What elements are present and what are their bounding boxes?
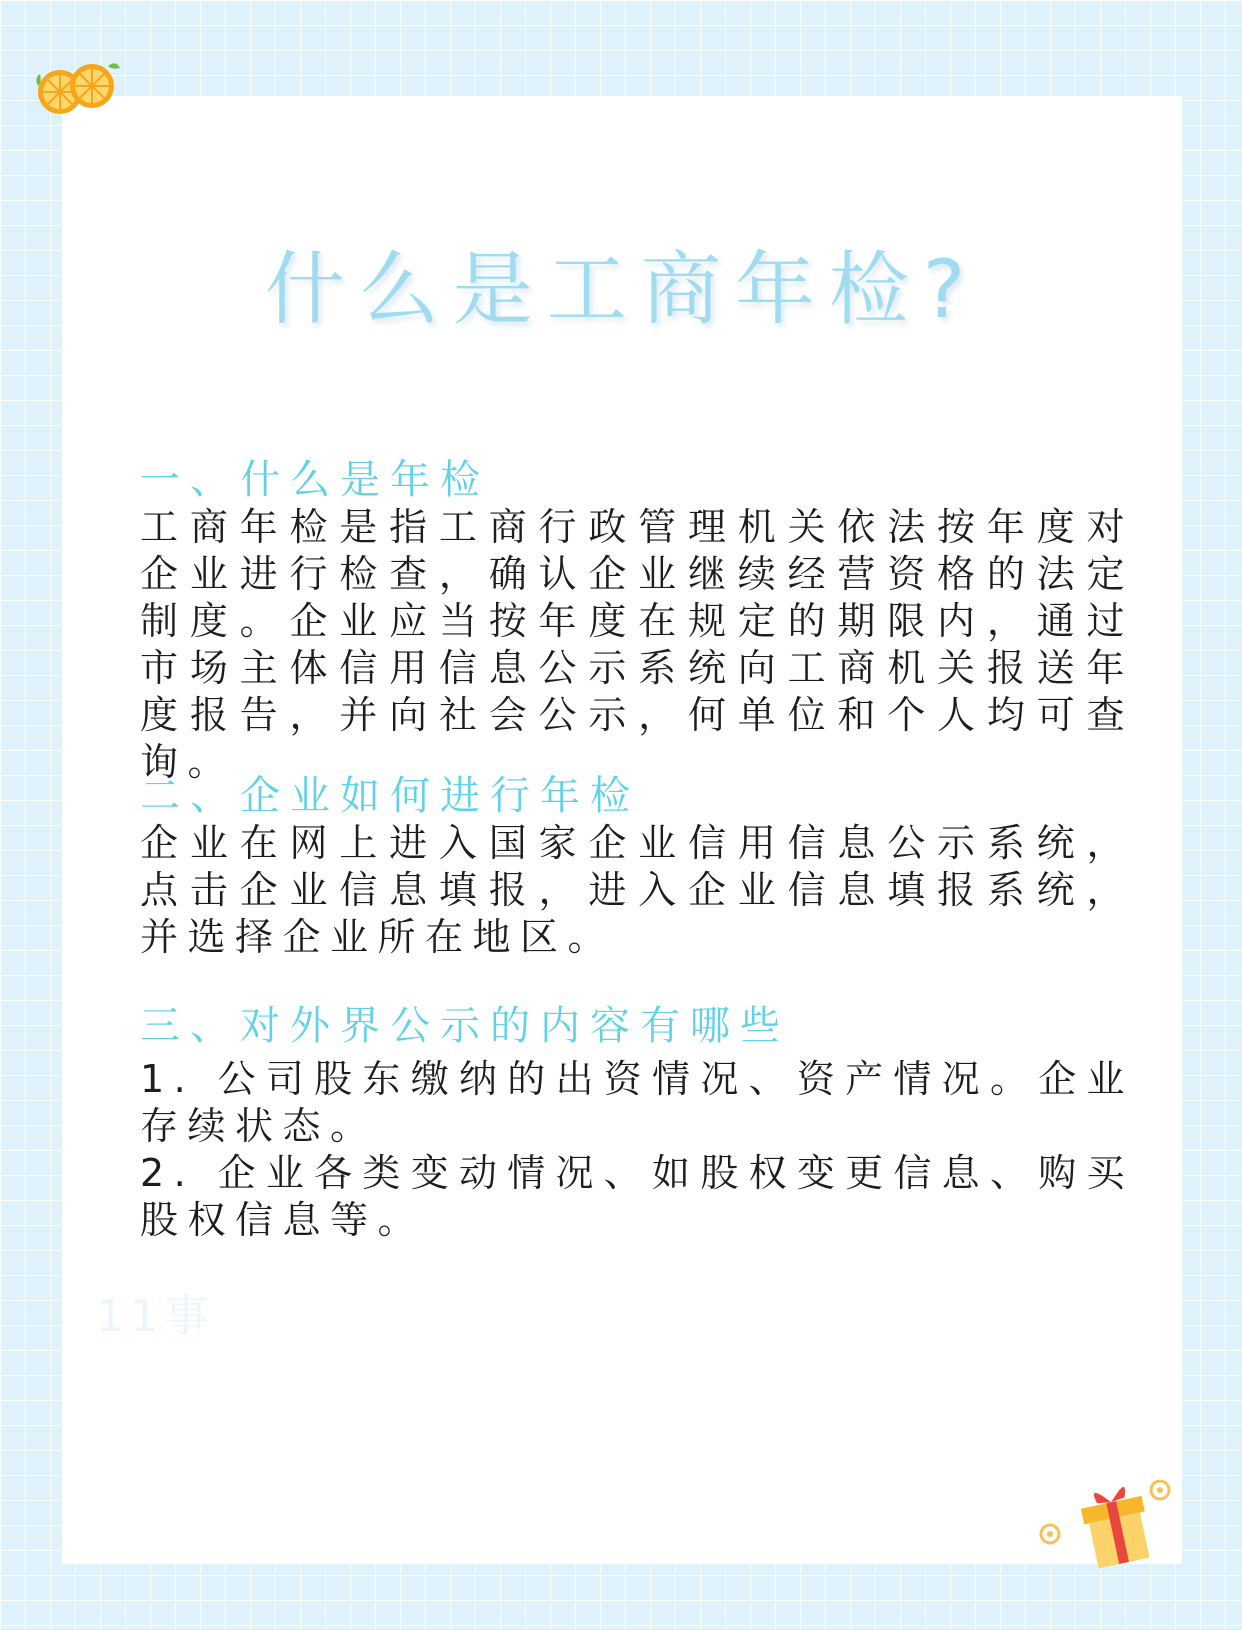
section-how-to-inspect [140,772,1134,961]
page-title: 什么是工商年检? [264,243,980,336]
section-public-content [140,1002,1134,1244]
section-heading: 三、对外界公示的内容有哪些 [140,1003,790,1049]
section-heading: 二、企业如何进行年检 [140,773,640,819]
list-item: 1. 公司股东缴纳的出资情况、资产情况。企业存续状态。 [140,1057,1134,1148]
gift-box-icon [1030,1470,1180,1570]
section-paragraph: 企业在网上进入国家企业信用信息公示系统，点击企业信息填报，进入企业信息填报系统，并选择企业所在地区。 [140,821,1134,959]
section-heading: 一、什么是年检 [140,457,490,503]
list-item: 2. 企业各类变动情况、如股权变更信息、购买股权信息等。 [140,1151,1134,1242]
orange-slices-icon [30,56,122,118]
section-paragraph: 工商年检是指工商行政管理机关依法按年度对企业进行检查，确认企业继续经营资格的法定制度。企业应当按年度在规定的期限内，通过市场主体信用信息公示系统向工商机关报送年度报告，并向社会公示，何单位和个人均可查询。 [140,505,1134,784]
section-what-is-annual-inspection [140,456,1134,786]
watermark: 11事 [96,1291,214,1342]
